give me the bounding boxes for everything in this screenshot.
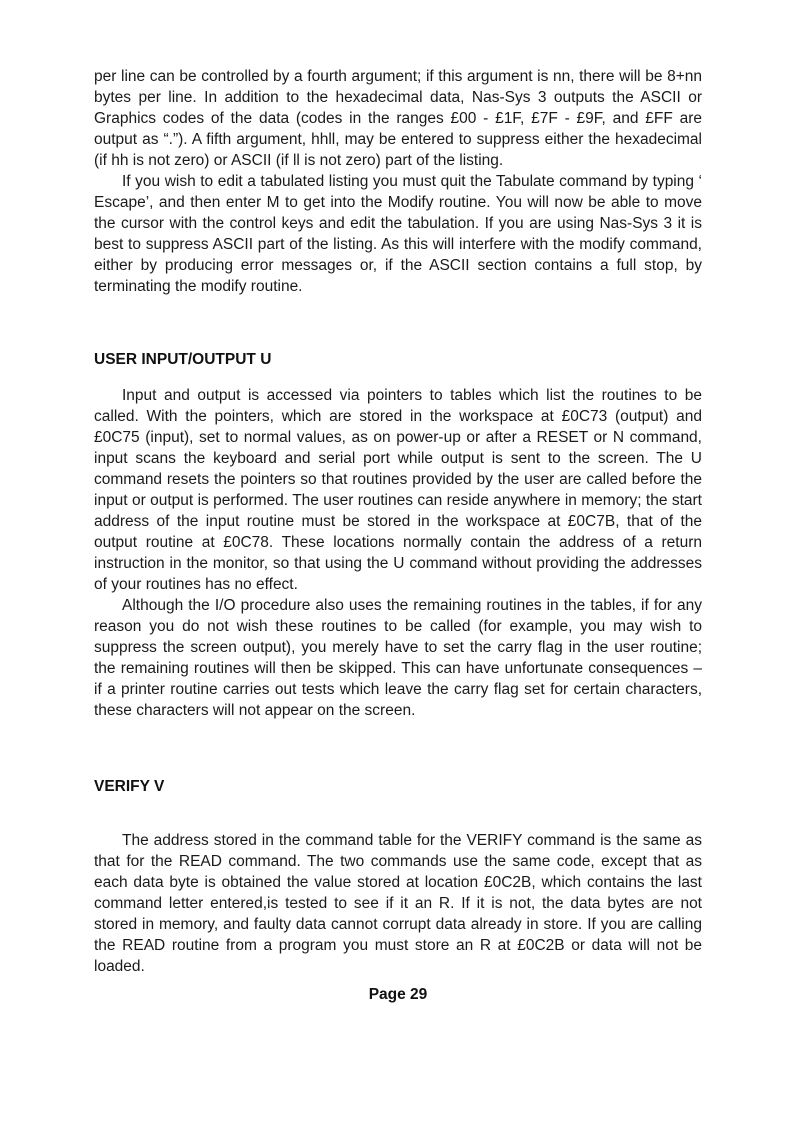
paragraph-edit-tabulated-listing: If you wish to edit a tabulated listing you must quit the Tabulate command by typing ‘ Escape’, and then enter M to get into the Modify routine. You will now be able to move the cursor with the control keys and edit the tabulation. If you are using Nas-Sys 3 it is best to suppress ASCII part of the listing. As this will interfere with the modify command, either by producing error messages or, if the ASCII section contains a full stop, by terminating the modify routine. — [94, 173, 702, 295]
paragraph-verify-command: The address stored in the command table for the VERIFY command is the same as that for the READ command. The two commands use the same code, except that as each data byte is obtained the value stored at location £0C2B, which contains the last command letter entered,is tested to see if it an R. If it is not, the data bytes are not stored in memory, and faulty data cannot corrupt data already in store. If you are calling the READ routine from a program you must store an R at £0C2B or data will not be loaded. — [94, 832, 702, 975]
paragraph-user-io-pointers: Input and output is accessed via pointers to tables which list the routines to be called. With the pointers, which are stored in the workspace at £0C73 (output) and £0C75 (input), set to normal values, as on power-up or after a RESET or N command, input scans the keyboard and serial port while output is sent to the screen. The U command resets the pointers so that routines provided by the user are called before the input or output is performed. The user routines can reside anywhere in memory; the start address of the input routine must be stored in the workspace at £0C7B, that of the output routine at £0C78. These locations normally contain the address of a return instruction in the monitor, so that using the U command without providing the addresses of your routines has no effect. — [94, 387, 702, 593]
section-heading-user-input-output: USER INPUT/OUTPUT U — [94, 351, 272, 368]
paragraph-tabulate-continuation: per line can be controlled by a fourth argument; if this argument is nn, there will be 8+nn bytes per line. In addition to the hexadecimal data, Nas-Sys 3 outputs the ASCII or Graphics codes of the data (codes in the ranges £00 - £1F, £7F - £9F, and £FF are output as “.”). A fifth argument, hhll, may be entered to suppress either the hexadecimal (if hh is not zero) or ASCII (if ll is not zero) part of the listing. — [94, 68, 702, 169]
section-heading-verify: VERIFY V — [94, 778, 165, 795]
page-number: Page 29 — [368, 986, 428, 1003]
paragraph-user-io-carry-flag: Although the I/O procedure also uses the remaining routines in the tables, if for any reason you do not wish these routines to be called (for example, you may wish to suppress the screen output), you merely have to set the carry flag in the user routine; the remaining routines will then be skipped. This can have unfortunate consequences – if a printer routine carries out tests which leave the carry flag set for certain characters, these characters will not appear on the screen. — [94, 597, 702, 719]
